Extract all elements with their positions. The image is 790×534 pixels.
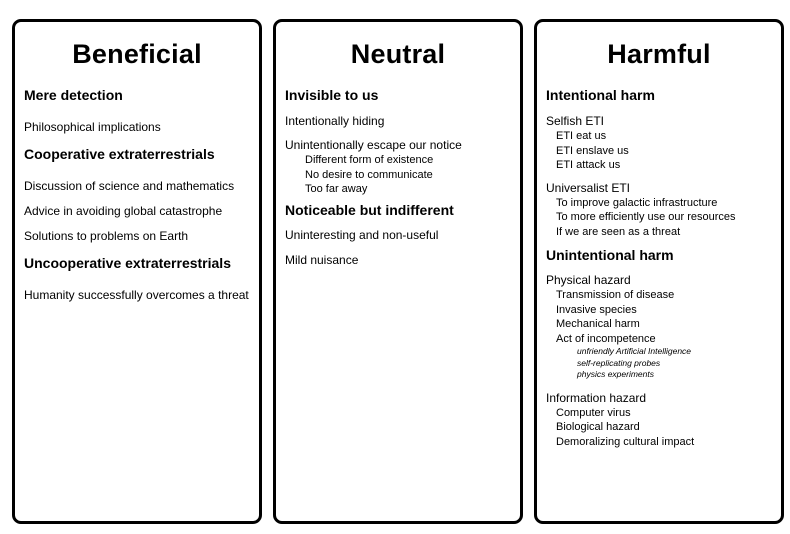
group-information-hazard: Information hazard bbox=[546, 390, 647, 405]
subitem-galactic-infrastructure: To improve galactic infrastructure bbox=[556, 196, 718, 209]
subitem-eti-eat-us: ETI eat us bbox=[556, 130, 607, 142]
group-physical-hazard: Physical hazard bbox=[546, 273, 631, 287]
column-title-neutral: Neutral bbox=[350, 39, 446, 69]
subitem-eti-enslave-us: ETI enslave us bbox=[556, 144, 629, 157]
subitem-disease: Transmission of disease bbox=[556, 289, 675, 301]
heading-invisible-to-us: Invisible to us bbox=[285, 87, 379, 103]
column-neutral bbox=[273, 19, 523, 524]
subsubitem-self-replicating-probes: self-replicating probes bbox=[577, 357, 661, 368]
column-title-beneficial: Beneficial bbox=[72, 39, 202, 69]
item-intentionally-hiding: Intentionally hiding bbox=[285, 114, 385, 128]
column-beneficial bbox=[12, 19, 262, 524]
subitem-invasive-species: Invasive species bbox=[556, 303, 637, 316]
item-philosophical-implications: Philosophical implications bbox=[24, 120, 161, 134]
subitem-different-form: Different form of existence bbox=[305, 154, 434, 166]
subitem-too-far: Too far away bbox=[305, 183, 368, 195]
subsubitem-unfriendly-ai: unfriendly Artificial Intelligence bbox=[577, 346, 692, 356]
subitem-mechanical-harm: Mechanical harm bbox=[556, 318, 640, 330]
subitem-computer-virus: Computer virus bbox=[556, 406, 631, 419]
item-solutions-earth: Solutions to problems on Earth bbox=[24, 229, 189, 243]
subitem-biological-hazard: Biological hazard bbox=[556, 421, 640, 433]
heading-cooperative-extraterrestrials: Cooperative extraterrestrials bbox=[24, 146, 215, 162]
item-humanity-overcomes-threat: Humanity successfully overcomes a threat bbox=[24, 288, 249, 302]
item-science-mathematics: Discussion of science and mathematics bbox=[24, 179, 235, 193]
heading-mere-detection: Mere detection bbox=[24, 87, 123, 103]
item-uninteresting: Uninteresting and non-useful bbox=[285, 227, 439, 242]
column-title-harmful: Harmful bbox=[607, 39, 711, 69]
subsubitem-physics-experiments: physics experiments bbox=[577, 369, 655, 379]
heading-intentional-harm: Intentional harm bbox=[546, 87, 655, 103]
subitem-seen-as-threat: If we are seen as a threat bbox=[556, 225, 681, 238]
group-selfish-eti: Selfish ETI bbox=[546, 114, 605, 128]
subitem-efficient-resources: To more efficiently use our resources bbox=[556, 211, 736, 223]
heading-unintentional-harm: Unintentional harm bbox=[546, 247, 674, 263]
item-mild-nuisance: Mild nuisance bbox=[285, 252, 359, 267]
subitem-eti-attack-us: ETI attack us bbox=[556, 159, 621, 171]
subitem-act-of-incompetence: Act of incompetence bbox=[556, 332, 656, 345]
column-harmful bbox=[534, 19, 784, 524]
group-universalist-eti: Universalist ETI bbox=[546, 180, 631, 195]
item-global-catastrophe-advice: Advice in avoiding global catastrophe bbox=[24, 204, 223, 218]
subitem-no-desire: No desire to communicate bbox=[305, 168, 433, 181]
subitem-demoralizing-impact: Demoralizing cultural impact bbox=[556, 435, 695, 448]
heading-uncooperative-extraterrestrials: Uncooperative extraterrestrials bbox=[24, 255, 231, 271]
item-unintentionally-escape: Unintentionally escape our notice bbox=[285, 138, 462, 152]
heading-noticeable-indifferent: Noticeable but indifferent bbox=[285, 201, 454, 218]
